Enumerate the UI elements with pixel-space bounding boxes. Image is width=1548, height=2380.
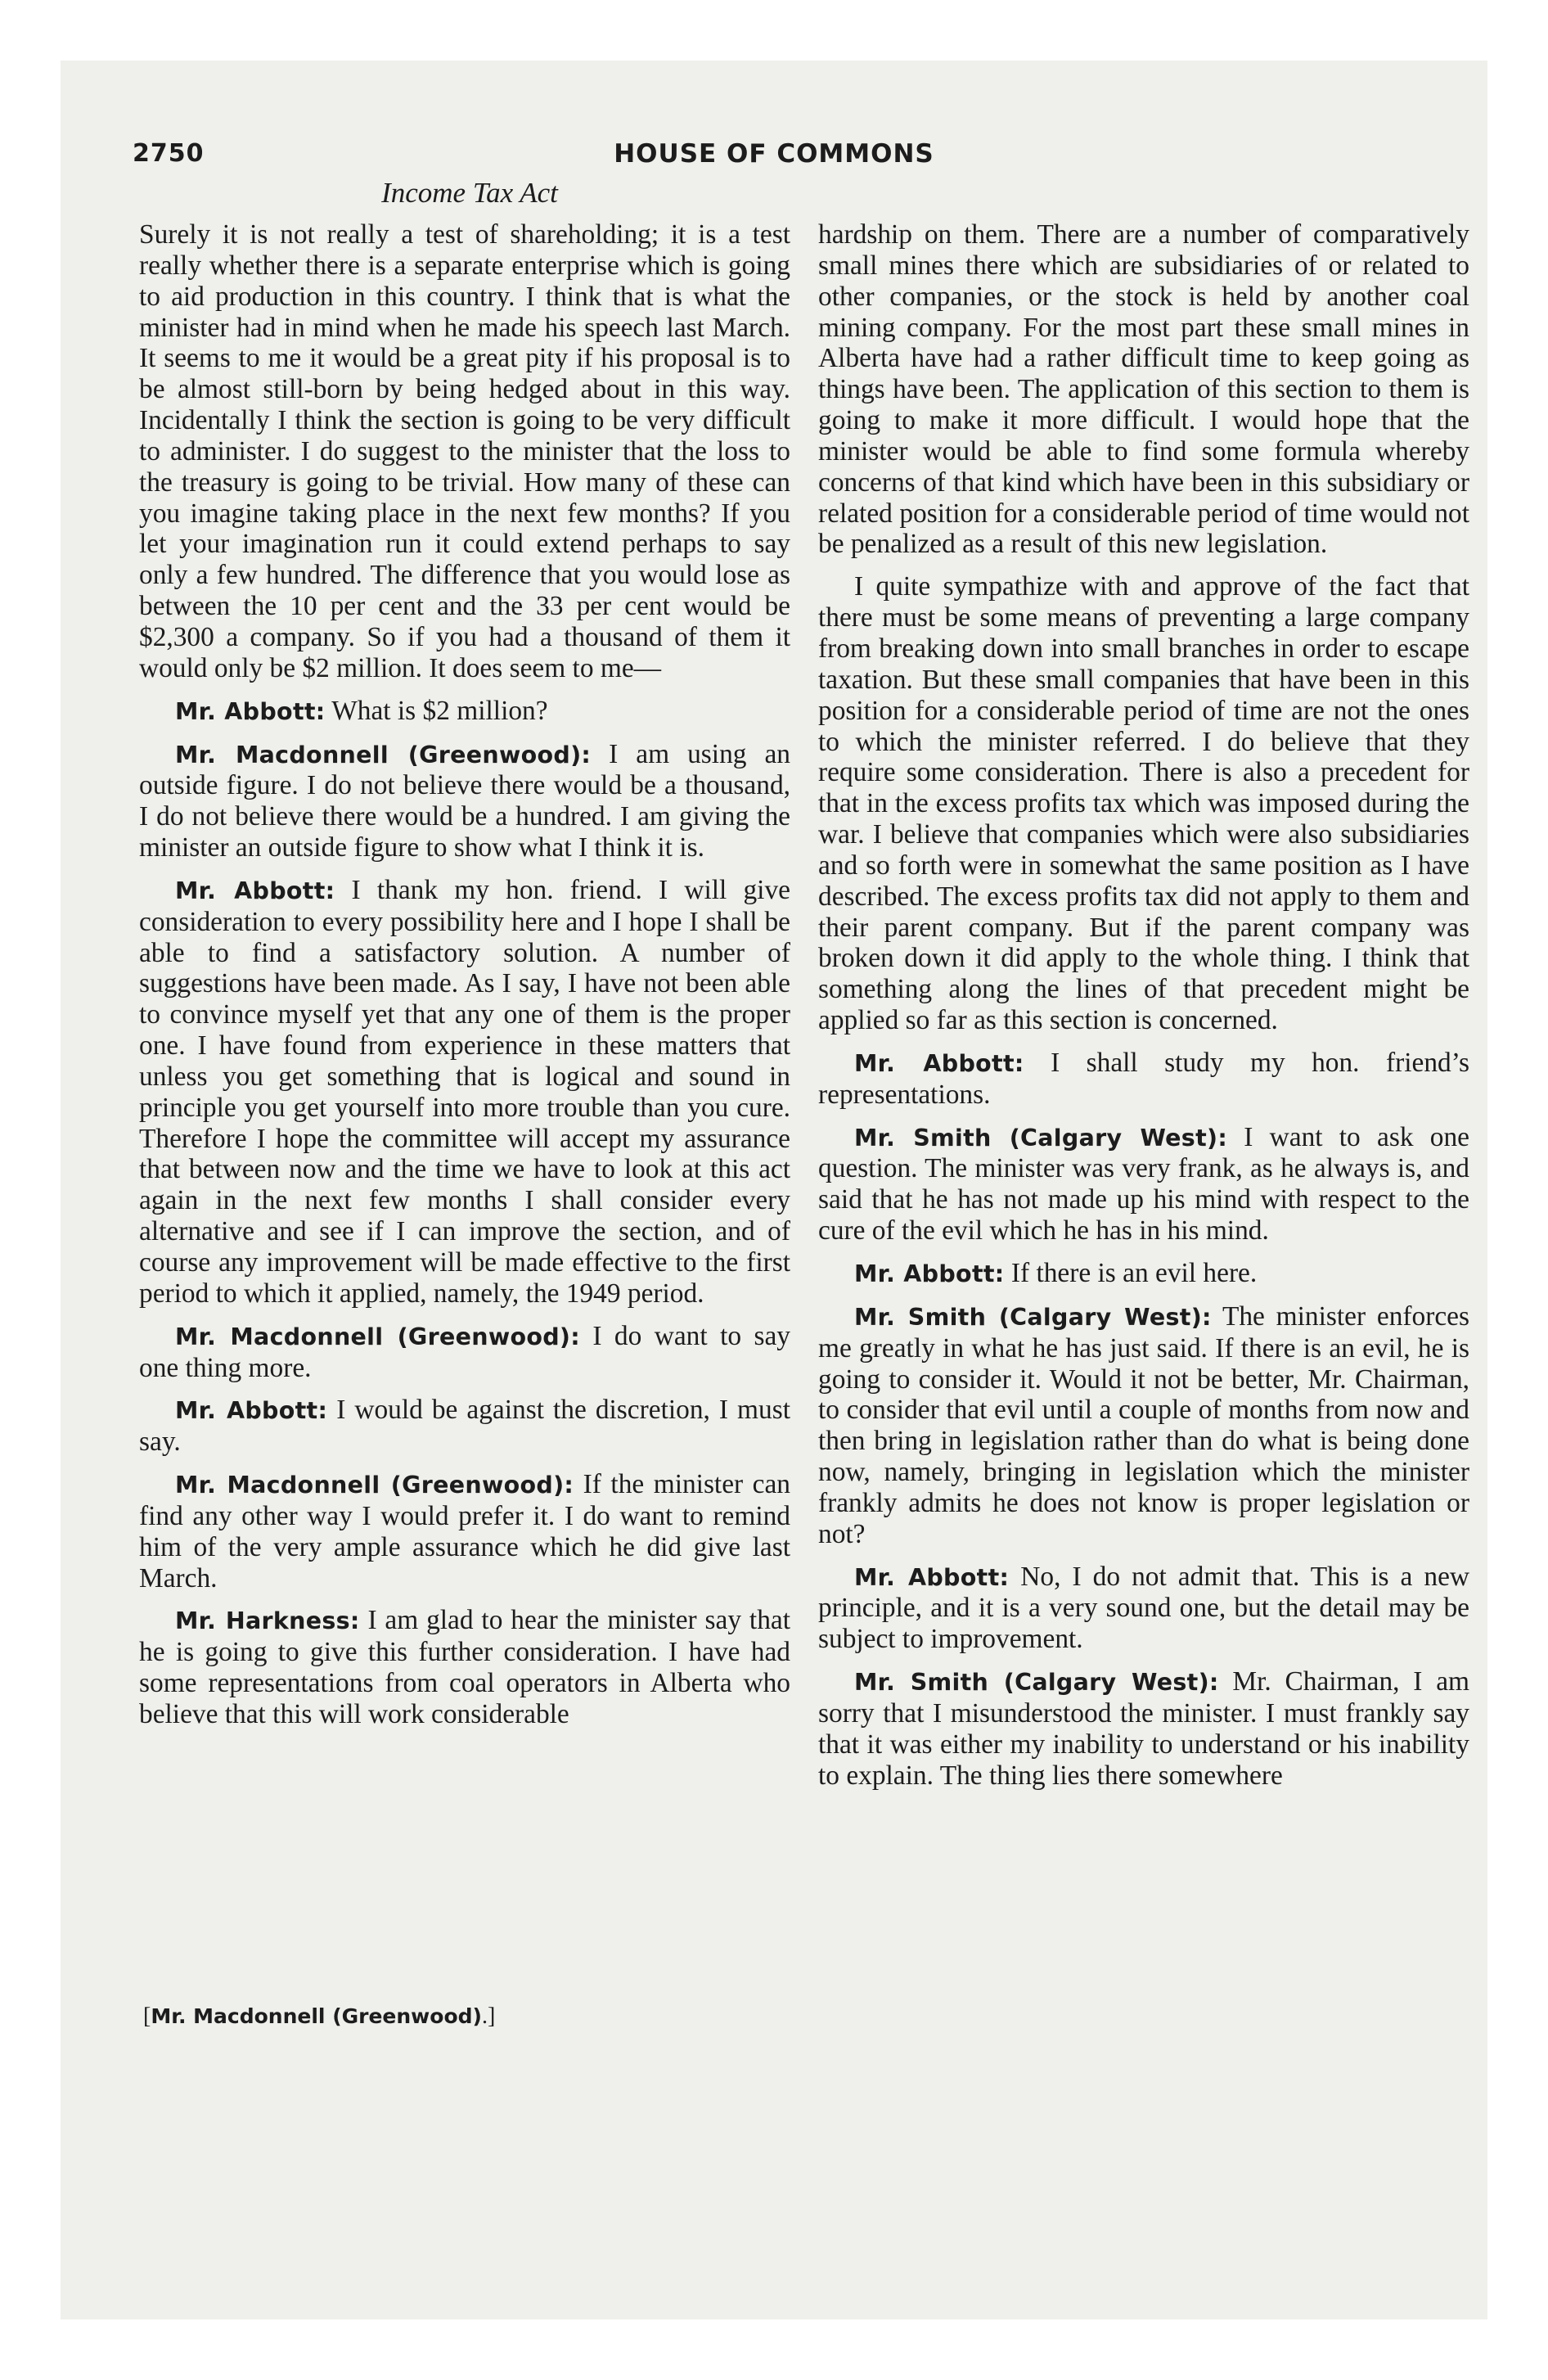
paragraph-text: I quite sympathize with and approve of the fact that there must be some means of preventing a large company from breaking down into small branches in order to escape taxation. But these small companies that have been in this position for a considerable period of time are not the ones to which the minister referred. I do believe that they require some consideration. There is also a precedent for that in the excess profits tax which was imposed during the war. I believe that companies which were also subsidiaries and so forth were in somewhat the same position as I have described. The excess profits tax did not apply to them and their parent company. But if the parent company was broken down it did apply to the whole thing. I think that something along the lines of that precedent might be applied so far as this section is concerned. <box>818 571 1469 1036</box>
speech-paragraph <box>818 1122 1469 1246</box>
right-column <box>818 219 1469 1803</box>
speaker-name: Mr. Smith (Calgary West): <box>854 1303 1212 1331</box>
page-number: 2750 <box>133 139 205 168</box>
speech-text: I do want to say one thing more. <box>139 1320 790 1383</box>
subject-heading: Income Tax Act <box>381 177 558 209</box>
speech-text: I thank my hon. friend. I will give consideration to every possibility here and I hope I shall be able to find a satisfactory solution. A number of suggestions have been made. As I say, I have not been able to convince myself yet that any one of them is the proper one. I have found from experience in these matters that unless you get something that is logical and sound in principle you get yourself into more trouble than you cure. Therefore I hope the committee will accept my assurance that between now and the time we have to look at this act again in the next few months I shall consider every alternative and see if I can improve the section, and of course any improvement will be made effective to the first period to which it applied, namely, the 1949 period. <box>139 874 790 1309</box>
speech-paragraph <box>139 1395 790 1458</box>
running-head: HOUSE OF COMMONS <box>614 139 934 169</box>
page-footer <box>143 2004 495 2030</box>
speaker-name: Mr. Abbott: <box>854 1049 1024 1077</box>
speech-text: Mr. Chairman, I am sorry that I misunderstood the minister. I must frankly say that it was either my inability to understand or his inability to explain. The thing lies there somewhere <box>818 1666 1469 1791</box>
paragraph <box>818 571 1469 1036</box>
speech-text: No, I do not admit that. This is a new principle, and it is a very sound one, but the detail may be subject to improvement. <box>818 1561 1469 1655</box>
speech-paragraph <box>139 1469 790 1593</box>
footer-bracket-close: .] <box>481 2004 496 2029</box>
speech-paragraph <box>139 739 790 863</box>
speaker-name: Mr. Smith (Calgary West): <box>854 1124 1228 1152</box>
speech-text: I shall study my hon. friend’s representations. <box>818 1047 1469 1110</box>
left-column <box>139 219 790 1742</box>
speaker-name: Mr. Abbott: <box>175 1397 328 1425</box>
speaker-name: Mr. Macdonnell (Greenwood): <box>175 741 592 769</box>
speaker-name: Mr. Abbott: <box>175 697 326 725</box>
speech-text: I am glad to hear the minister say that he is going to give this further consideration. I have had some representations from coal operators in Alberta who believe that this will work considerable <box>139 1605 790 1729</box>
speech-text: What is $2 million? <box>331 695 548 726</box>
footer-speaker-name: Mr. Macdonnell (Greenwood) <box>151 2004 482 2028</box>
speech-paragraph <box>818 1258 1469 1290</box>
speaker-name: Mr. Macdonnell (Greenwood): <box>175 1472 574 1499</box>
speech-text: If the minister can find any other way I would prefer it. I do want to remind him of the very ample assurance which he did give last March. <box>139 1469 791 1593</box>
speaker-name: Mr. Abbott: <box>854 1563 1010 1591</box>
speaker-name: Mr. Harkness: <box>175 1607 360 1635</box>
speech-text: I am using an outside figure. I do not believe there would be a thousand, I do not believe there would be a hundred. I am giving the minister an outside figure to show what I think it is. <box>139 738 790 863</box>
speech-paragraph <box>818 1562 1469 1656</box>
paragraph <box>139 219 790 684</box>
speech-paragraph <box>139 875 790 1309</box>
speaker-name: Mr. Abbott: <box>175 877 335 904</box>
speech-paragraph <box>818 1048 1469 1111</box>
footer-bracket-open: [ <box>143 2004 151 2029</box>
speech-text: I would be against the discretion, I must say. <box>139 1395 790 1458</box>
speech-text: If there is an evil here. <box>1010 1258 1258 1288</box>
speaker-name: Mr. Abbott: <box>854 1260 1005 1287</box>
paragraph <box>818 219 1469 560</box>
paragraph-text: hardship on them. There are a number of comparatively small mines there which are subsidiaries of or related to other companies, or the stock is held by another coal mining company. For the most part these small mines in Alberta have had a rather difficult time to keep going as things have been. The application of this section to them is going to make it more difficult. I would hope that the minister would be able to find some formula whereby concerns of that kind which have been in this subsidiary or related position for a considerable period of time would not be penalized as a result of this new legislation. <box>818 219 1469 560</box>
speech-paragraph <box>818 1666 1469 1791</box>
page-header <box>75 139 1473 182</box>
speech-text: I want to ask one question. The minister was very frank, as he always is, and said that he has not made up his mind with respect to the cure of the evil which he has in his mind. <box>818 1121 1469 1246</box>
speech-text: The minister enforces me greatly in what he has just said. If there is an evil, he is going to consider it. Would it not be better, Mr. Chairman, to consider that evil until a couple of months from now and then bring in legislation rather than do what is being done now, namely, bringing in legislation which the minister frankly admits he does not know is proper legislation or not? <box>818 1300 1469 1549</box>
speech-paragraph <box>139 1605 790 1729</box>
speaker-name: Mr. Macdonnell (Greenwood): <box>175 1323 580 1350</box>
paragraph-text: Surely it is not really a test of shareholding; it is a test really whether there is a separate enterprise which is going to aid production in this country. I think that is what the minister had in mind when he made his speech last March. It seems to me it would be a great pity if his proposal is to be almost still-born by being hedged about in this way. Incidentally I think the section is going to be very difficult to administer. I do suggest to the minister that the loss to the treasury is going to be trivial. How many of these can you imagine taking place in the next few months? If you let your imagination run it could extend perhaps to say only a few hundred. The difference that you would lose as between the 10 per cent and the 33 per cent would be $2,300 a company. So if you had a thousand of them it would only be $2 million. It does seem to me— <box>139 219 790 683</box>
speech-paragraph <box>818 1301 1469 1550</box>
speech-paragraph <box>139 696 790 728</box>
speech-paragraph <box>139 1321 790 1384</box>
speaker-name: Mr. Smith (Calgary West): <box>854 1669 1219 1697</box>
